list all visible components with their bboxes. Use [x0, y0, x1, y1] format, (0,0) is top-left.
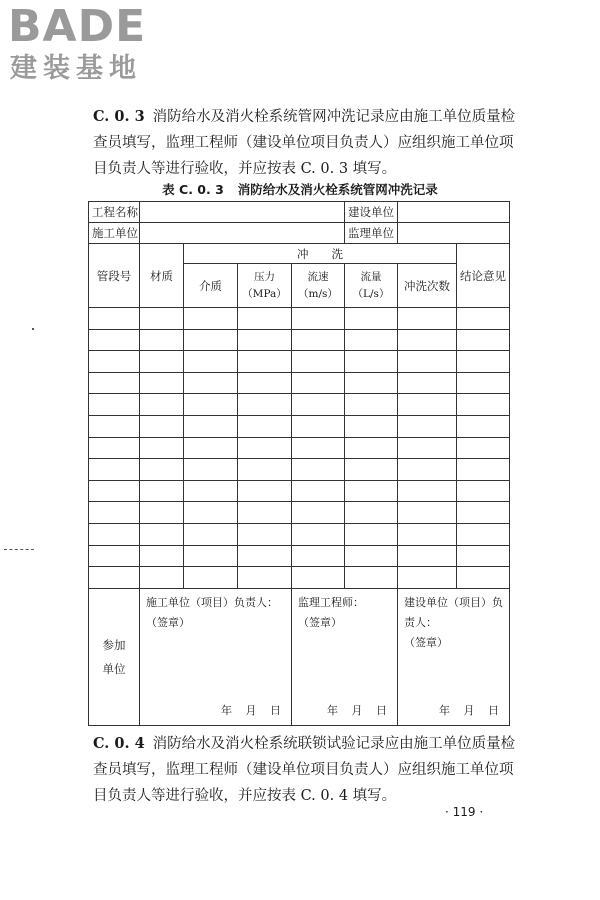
table-cell[interactable] — [457, 437, 510, 459]
table-cell[interactable] — [184, 437, 238, 459]
scan-mark — [32, 328, 34, 330]
table-cell[interactable] — [398, 308, 457, 330]
table-cell[interactable] — [292, 415, 345, 437]
table-cell[interactable] — [184, 415, 238, 437]
participants-label-line2: 单位 — [102, 661, 126, 676]
table-cell[interactable] — [184, 502, 238, 524]
table-row — [89, 523, 510, 545]
table-cell[interactable] — [238, 308, 292, 330]
table-cell[interactable] — [398, 523, 457, 545]
velocity-label: 流速 — [307, 270, 329, 283]
table-cell[interactable] — [140, 415, 184, 437]
table-cell[interactable] — [292, 372, 345, 394]
table-row — [89, 545, 510, 567]
table-cell[interactable] — [457, 459, 510, 481]
table-cell[interactable] — [292, 480, 345, 502]
contractor-sign-cell[interactable] — [140, 588, 292, 725]
table-cell[interactable] — [398, 545, 457, 567]
table-cell[interactable] — [398, 329, 457, 351]
table-row — [89, 437, 510, 459]
supervisor-value[interactable] — [398, 223, 510, 244]
table-cell[interactable] — [89, 437, 140, 459]
table-cell[interactable] — [345, 437, 398, 459]
table-cell[interactable] — [345, 545, 398, 567]
table-cell[interactable] — [292, 502, 345, 524]
table-cell[interactable] — [140, 437, 184, 459]
table-cell[interactable] — [89, 480, 140, 502]
construction-owner-label: 建设单位 — [345, 202, 398, 223]
table-cell[interactable] — [292, 329, 345, 351]
table-cell[interactable] — [89, 329, 140, 351]
table-row — [89, 480, 510, 502]
table-cell[interactable] — [184, 308, 238, 330]
table-row — [89, 372, 510, 394]
table-cell[interactable] — [89, 567, 140, 589]
table-cell[interactable] — [457, 372, 510, 394]
section-c04-text: 消防给水及消火栓系统联锁试验记录应由施工单位质量检查员填写，监理工程师（建设单位项目负责人）应组织施工单位项目负责人等进行验收，并应按表 C. 0. 4 填写。 — [93, 736, 516, 804]
table-cell[interactable] — [89, 545, 140, 567]
table-cell[interactable] — [184, 459, 238, 481]
table-cell[interactable] — [184, 372, 238, 394]
table-cell[interactable] — [398, 567, 457, 589]
contractor-seal: （签章） — [146, 615, 190, 629]
flow-header — [345, 264, 398, 308]
table-cell[interactable] — [345, 459, 398, 481]
material-header: 材质 — [140, 244, 184, 308]
conclusion-header: 结论意见 — [457, 244, 510, 308]
table-cell[interactable] — [184, 567, 238, 589]
table-cell[interactable] — [398, 415, 457, 437]
table-cell[interactable] — [292, 437, 345, 459]
table-cell[interactable] — [457, 502, 510, 524]
participants-row — [89, 588, 510, 725]
table-cell[interactable] — [345, 502, 398, 524]
participants-label — [89, 588, 140, 725]
table-cell[interactable] — [457, 308, 510, 330]
table-cell[interactable] — [345, 523, 398, 545]
contractor-value[interactable] — [140, 223, 345, 244]
table-cell[interactable] — [398, 372, 457, 394]
table-cell[interactable] — [238, 329, 292, 351]
table-cell[interactable] — [238, 523, 292, 545]
supervisor-sign-label: 监理工程师： — [298, 595, 364, 609]
pressure-header — [238, 264, 292, 308]
table-cell[interactable] — [398, 437, 457, 459]
contractor-sign-label: 施工单位（项目）负责人： — [146, 595, 278, 609]
table-cell[interactable] — [398, 502, 457, 524]
scan-mark-dashes — [4, 549, 34, 550]
table-cell[interactable] — [292, 394, 345, 416]
supervisor-label: 监理单位 — [345, 223, 398, 244]
logo-subtitle: 建装基地 — [10, 53, 142, 84]
table-cell[interactable] — [238, 480, 292, 502]
table-cell[interactable] — [140, 394, 184, 416]
table-cell[interactable] — [140, 308, 184, 330]
participants-label-line1: 参加 — [102, 637, 126, 652]
table-cell[interactable] — [140, 351, 184, 373]
table-row — [89, 415, 510, 437]
table-cell[interactable] — [398, 394, 457, 416]
table-cell[interactable] — [457, 480, 510, 502]
table-cell[interactable] — [398, 480, 457, 502]
project-name-value[interactable] — [140, 202, 345, 223]
contractor-sign-date: 年 月 日 — [221, 703, 281, 717]
flow-unit: （L/s） — [352, 287, 390, 300]
flushing-header: 冲 洗 — [184, 244, 457, 264]
table-cell[interactable] — [89, 308, 140, 330]
table-cell[interactable] — [345, 329, 398, 351]
table-caption-number: 表 C. 0. 3 — [162, 182, 224, 197]
table-cell[interactable] — [89, 459, 140, 481]
section-c03-number: C. 0. 3 — [93, 108, 145, 125]
supervisor-sign-cell[interactable] — [292, 588, 398, 725]
table-row — [89, 567, 510, 589]
table-cell[interactable] — [89, 394, 140, 416]
table-cell[interactable] — [398, 351, 457, 373]
table-cell[interactable] — [89, 415, 140, 437]
table-cell[interactable] — [457, 567, 510, 589]
table-cell[interactable] — [238, 372, 292, 394]
table-row — [89, 459, 510, 481]
contractor-label: 施工单位 — [89, 223, 140, 244]
times-header: 冲洗次数 — [398, 264, 457, 308]
pressure-unit: （MPa） — [242, 287, 287, 300]
table-cell[interactable] — [184, 394, 238, 416]
flushing-record-table — [88, 201, 510, 726]
table-cell[interactable] — [292, 567, 345, 589]
table-cell[interactable] — [184, 545, 238, 567]
velocity-header — [292, 264, 345, 308]
table-cell[interactable] — [184, 523, 238, 545]
table-cell[interactable] — [89, 502, 140, 524]
supervisor-seal: （签章） — [298, 615, 342, 629]
table-cell[interactable] — [140, 372, 184, 394]
logo-word: BADE — [8, 1, 147, 52]
table-cell[interactable] — [345, 394, 398, 416]
table-cell[interactable] — [238, 351, 292, 373]
table-cell[interactable] — [457, 523, 510, 545]
table-cell[interactable] — [345, 372, 398, 394]
table-cell[interactable] — [140, 545, 184, 567]
table-cell[interactable] — [345, 480, 398, 502]
table-cell[interactable] — [140, 567, 184, 589]
section-c04-paragraph — [93, 731, 523, 809]
table-cell[interactable] — [345, 567, 398, 589]
flow-label: 流量 — [360, 270, 382, 283]
table-cell[interactable] — [292, 523, 345, 545]
table-cell[interactable] — [292, 545, 345, 567]
section-c03-text: 消防给水及消火栓系统管网冲洗记录应由施工单位质量检查员填写，监理工程师（建设单位项目负责人）应组织施工单位项目负责人等进行验收，并应按表 C. 0. 3 填写。 — [93, 109, 516, 177]
owner-seal: （签章） — [404, 635, 448, 649]
table-cell[interactable] — [238, 502, 292, 524]
table-cell[interactable] — [457, 329, 510, 351]
table-cell[interactable] — [184, 329, 238, 351]
table-cell[interactable] — [238, 394, 292, 416]
table-cell[interactable] — [457, 415, 510, 437]
construction-owner-value[interactable] — [398, 202, 510, 223]
pipe-section-header: 管段号 — [89, 244, 140, 308]
pressure-label: 压力 — [254, 270, 275, 283]
table-row — [89, 329, 510, 351]
project-name-label: 工程名称 — [89, 202, 140, 223]
table-cell[interactable] — [184, 480, 238, 502]
table-cell[interactable] — [140, 523, 184, 545]
table-row — [89, 351, 510, 373]
table-cell[interactable] — [238, 459, 292, 481]
table-cell[interactable] — [345, 415, 398, 437]
table-cell[interactable] — [140, 480, 184, 502]
table-cell[interactable] — [140, 329, 184, 351]
table-cell[interactable] — [89, 372, 140, 394]
table-cell[interactable] — [457, 545, 510, 567]
section-c03-paragraph — [93, 104, 523, 182]
bade-logo — [8, 2, 178, 86]
table-cell[interactable] — [140, 502, 184, 524]
contractor-row — [89, 223, 510, 244]
table-cell[interactable] — [457, 394, 510, 416]
table-row — [89, 394, 510, 416]
table-caption-title: 消防给水及消火栓系统管网冲洗记录 — [237, 182, 438, 197]
owner-sign-date: 年 月 日 — [439, 703, 499, 717]
velocity-unit: （m/s） — [298, 287, 338, 300]
project-row — [89, 202, 510, 223]
table-cell[interactable] — [457, 351, 510, 373]
supervisor-sign-date: 年 月 日 — [327, 703, 387, 717]
section-c04-number: C. 0. 4 — [93, 735, 145, 752]
table-cell[interactable] — [238, 437, 292, 459]
table-row — [89, 308, 510, 330]
table-cell[interactable] — [292, 459, 345, 481]
table-cell[interactable] — [89, 523, 140, 545]
header-row-1 — [89, 244, 510, 264]
table-cell[interactable] — [292, 308, 345, 330]
table-cell[interactable] — [140, 459, 184, 481]
data-rows — [89, 308, 510, 589]
table-cell[interactable] — [89, 351, 140, 373]
table-cell[interactable] — [398, 459, 457, 481]
page-number: · 119 · — [445, 805, 484, 819]
table-cell[interactable] — [238, 545, 292, 567]
table-cell[interactable] — [184, 351, 238, 373]
table-caption — [0, 180, 600, 198]
table-cell[interactable] — [238, 567, 292, 589]
table-cell[interactable] — [238, 415, 292, 437]
medium-header: 介质 — [184, 264, 238, 308]
table-row — [89, 502, 510, 524]
table-cell[interactable] — [345, 308, 398, 330]
owner-sign-cell[interactable] — [398, 588, 510, 725]
table-cell[interactable] — [345, 351, 398, 373]
owner-sign-label: 建设单位（项目）负责人： — [404, 595, 503, 629]
table-cell[interactable] — [292, 351, 345, 373]
